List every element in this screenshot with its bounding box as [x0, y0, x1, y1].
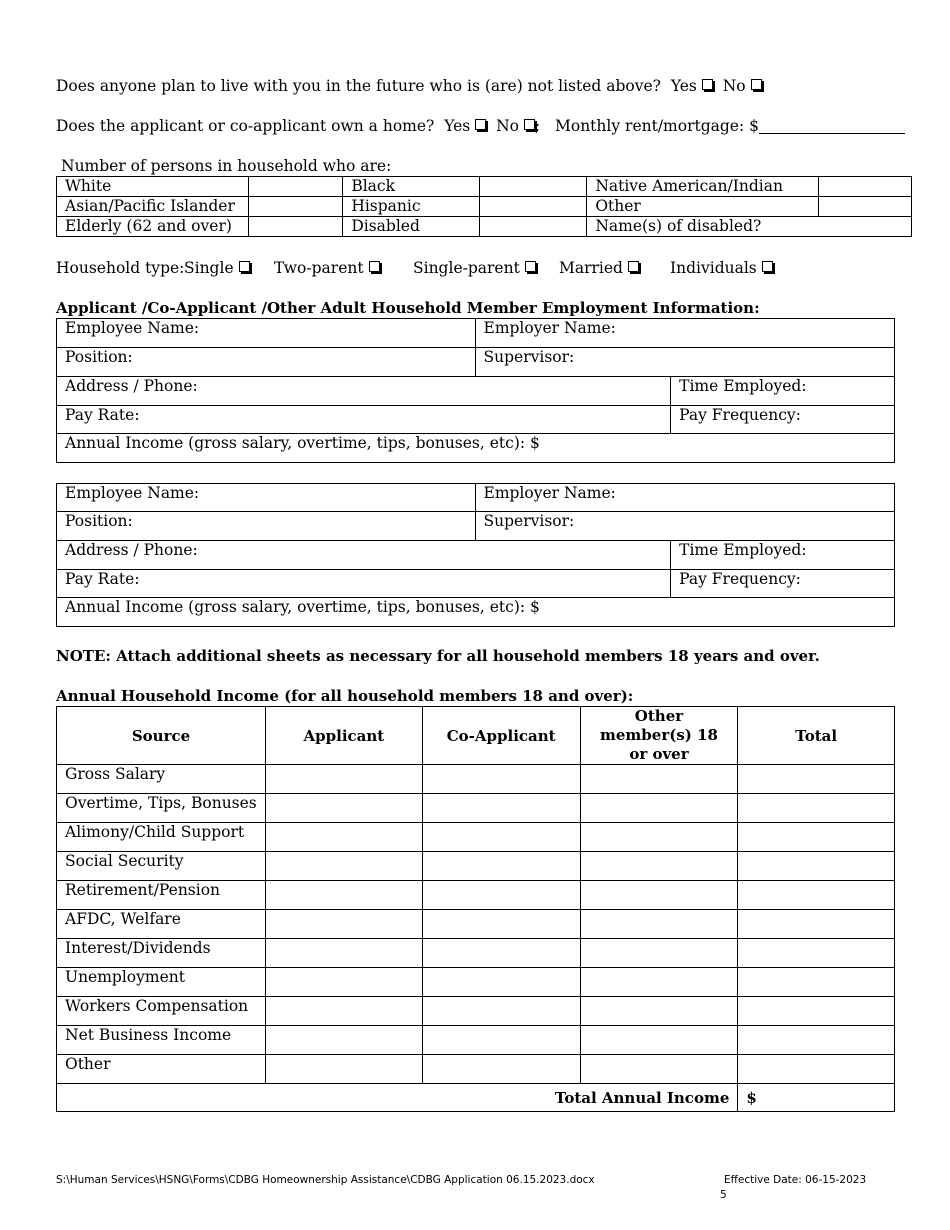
income-source-label: AFDC, Welfare	[57, 910, 266, 939]
household-type-single: Single	[184, 259, 250, 277]
supervisor-field[interactable]: Supervisor:	[475, 348, 895, 377]
household-type-married: Married	[559, 259, 639, 277]
income-applicant-cell[interactable]	[265, 1026, 422, 1055]
table-row	[57, 939, 895, 968]
table-row	[57, 484, 895, 512]
total-annual-income-field[interactable]: $	[738, 1084, 895, 1112]
income-total-cell[interactable]	[738, 1026, 895, 1055]
income-co-applicant-cell[interactable]	[422, 852, 580, 881]
income-source-label: Workers Compensation	[57, 997, 266, 1026]
income-other-member-cell[interactable]	[580, 939, 738, 968]
income-total-cell[interactable]	[738, 765, 895, 794]
own-home-question: Does the applicant or co-applicant own a home? Yes No ; Monthly rent/mortgage: $	[56, 117, 905, 135]
table-row	[57, 377, 895, 406]
income-total-cell[interactable]	[738, 939, 895, 968]
total-row	[57, 1084, 895, 1112]
white-count[interactable]	[248, 177, 343, 197]
income-applicant-cell[interactable]	[265, 794, 422, 823]
income-total-cell[interactable]	[738, 881, 895, 910]
time-employed-field[interactable]: Time Employed:	[671, 541, 895, 570]
supervisor-field[interactable]: Supervisor:	[475, 512, 895, 541]
position-field[interactable]: Position:	[57, 512, 476, 541]
income-co-applicant-cell[interactable]	[422, 1026, 580, 1055]
black-count[interactable]	[480, 177, 587, 197]
income-applicant-cell[interactable]	[265, 939, 422, 968]
income-co-applicant-cell[interactable]	[422, 968, 580, 997]
footer-effective-date: Effective Date: 06-15-2023	[724, 1174, 867, 1186]
employee-name-field[interactable]: Employee Name:	[57, 484, 476, 512]
income-total-cell[interactable]	[738, 823, 895, 852]
total-annual-income-label: Total Annual Income	[57, 1084, 738, 1112]
employment-table-1	[56, 318, 895, 463]
annual-income-field[interactable]: Annual Income (gross salary, overtime, tips, bonuses, etc): $	[57, 598, 895, 627]
table-row	[57, 434, 895, 463]
income-applicant-cell[interactable]	[265, 765, 422, 794]
income-co-applicant-cell[interactable]	[422, 997, 580, 1026]
income-co-applicant-cell[interactable]	[422, 881, 580, 910]
income-other-member-cell[interactable]	[580, 765, 738, 794]
household-type-single-parent: Single-parent	[413, 259, 536, 277]
income-applicant-cell[interactable]	[265, 997, 422, 1026]
table-row	[57, 1026, 895, 1055]
pay-frequency-field[interactable]: Pay Frequency:	[671, 570, 895, 598]
income-source-label: Overtime, Tips, Bonuses	[57, 794, 266, 823]
future-yes-checkbox[interactable]	[702, 79, 713, 90]
pay-rate-field[interactable]: Pay Rate:	[57, 570, 671, 598]
income-applicant-cell[interactable]	[265, 881, 422, 910]
table-row: White Black Native American/Indian	[57, 177, 912, 197]
table-row	[57, 997, 895, 1026]
single-checkbox[interactable]	[239, 261, 250, 272]
income-total-cell[interactable]	[738, 997, 895, 1026]
income-applicant-cell[interactable]	[265, 852, 422, 881]
future-no-checkbox[interactable]	[751, 79, 762, 90]
income-other-member-cell[interactable]	[580, 881, 738, 910]
income-applicant-cell[interactable]	[265, 910, 422, 939]
table-row: Asian/Pacific Islander Hispanic Other	[57, 197, 912, 217]
income-total-cell[interactable]	[738, 910, 895, 939]
own-home-yes-checkbox[interactable]	[475, 119, 486, 130]
future-residents-question: Does anyone plan to live with you in the future who is (are) not listed above? Yes No	[56, 77, 762, 95]
hispanic-count[interactable]	[480, 197, 587, 217]
income-other-member-cell[interactable]	[580, 852, 738, 881]
household-type-label: Household type:	[56, 259, 185, 277]
employer-name-field[interactable]: Employer Name:	[475, 484, 895, 512]
table-row	[57, 570, 895, 598]
native-american-count[interactable]	[819, 177, 912, 197]
income-total-cell[interactable]	[738, 968, 895, 997]
employment-table-2	[56, 483, 895, 627]
income-table	[56, 706, 895, 1112]
income-co-applicant-cell[interactable]	[422, 1055, 580, 1084]
income-other-member-cell[interactable]	[580, 1026, 738, 1055]
elderly-count[interactable]	[248, 217, 343, 237]
married-checkbox[interactable]	[628, 261, 639, 272]
table-row	[57, 765, 895, 794]
monthly-rent-field[interactable]	[759, 119, 905, 134]
note-text: NOTE: Attach additional sheets as necessary for all household members 18 years and over.	[56, 647, 820, 665]
income-source-label: Other	[57, 1055, 266, 1084]
table-header-row: Source Applicant Co-Applicant Other member(s) 18 or over Total	[57, 707, 895, 765]
income-source-label: Interest/Dividends	[57, 939, 266, 968]
income-co-applicant-cell[interactable]	[422, 910, 580, 939]
own-home-no-checkbox[interactable]	[524, 119, 535, 130]
pay-frequency-field[interactable]: Pay Frequency:	[671, 406, 895, 434]
income-source-label: Gross Salary	[57, 765, 266, 794]
address-phone-field[interactable]: Address / Phone:	[57, 377, 671, 406]
income-other-member-cell[interactable]	[580, 968, 738, 997]
table-row	[57, 348, 895, 377]
household-title: Number of persons in household who are:	[61, 157, 392, 175]
table-row	[57, 406, 895, 434]
employment-heading: Applicant /Co-Applicant /Other Adult Household Member Employment Information:	[56, 299, 760, 317]
income-other-member-cell[interactable]	[580, 1055, 738, 1084]
household-type-two-parent: Two-parent	[274, 259, 380, 277]
table-row	[57, 794, 895, 823]
address-phone-field[interactable]: Address / Phone:	[57, 541, 671, 570]
table-row	[57, 598, 895, 627]
income-other-member-cell[interactable]	[580, 794, 738, 823]
household-type-individuals: Individuals	[670, 259, 773, 277]
two-parent-checkbox[interactable]	[369, 261, 380, 272]
table-row	[57, 881, 895, 910]
income-other-member-cell[interactable]	[580, 997, 738, 1026]
household-table	[56, 176, 912, 237]
income-source-label: Alimony/Child Support	[57, 823, 266, 852]
footer-path: S:\Human Services\HSNG\Forms\CDBG Homeownership Assistance\CDBG Application 06.15.2023.docx	[56, 1174, 595, 1186]
time-employed-field[interactable]: Time Employed:	[671, 377, 895, 406]
table-row	[57, 1055, 895, 1084]
income-heading: Annual Household Income (for all household members 18 and over):	[56, 687, 634, 705]
disabled-count[interactable]	[480, 217, 587, 237]
income-source-label: Unemployment	[57, 968, 266, 997]
income-total-cell[interactable]	[738, 794, 895, 823]
income-total-cell[interactable]	[738, 1055, 895, 1084]
income-source-label: Social Security	[57, 852, 266, 881]
income-applicant-cell[interactable]	[265, 823, 422, 852]
position-field[interactable]: Position:	[57, 348, 476, 377]
income-co-applicant-cell[interactable]	[422, 823, 580, 852]
income-total-cell[interactable]	[738, 852, 895, 881]
other-count[interactable]	[819, 197, 912, 217]
annual-income-field[interactable]: Annual Income (gross salary, overtime, tips, bonuses, etc): $	[57, 434, 895, 463]
table-row	[57, 512, 895, 541]
income-co-applicant-cell[interactable]	[422, 939, 580, 968]
table-row: Elderly (62 and over) Disabled Name(s) of disabled?	[57, 217, 912, 237]
employee-name-field[interactable]: Employee Name:	[57, 319, 476, 348]
asian-count[interactable]	[248, 197, 343, 217]
income-co-applicant-cell[interactable]	[422, 765, 580, 794]
income-other-member-cell[interactable]	[580, 910, 738, 939]
page-number: 5	[720, 1189, 727, 1201]
income-source-label: Retirement/Pension	[57, 881, 266, 910]
table-row	[57, 968, 895, 997]
income-other-member-cell[interactable]	[580, 823, 738, 852]
pay-rate-field[interactable]: Pay Rate:	[57, 406, 671, 434]
table-row	[57, 319, 895, 348]
table-row	[57, 541, 895, 570]
employer-name-field[interactable]: Employer Name:	[475, 319, 895, 348]
individuals-checkbox[interactable]	[762, 261, 773, 272]
income-applicant-cell[interactable]	[265, 968, 422, 997]
income-source-label: Net Business Income	[57, 1026, 266, 1055]
table-row	[57, 823, 895, 852]
income-applicant-cell[interactable]	[265, 1055, 422, 1084]
table-row	[57, 910, 895, 939]
income-co-applicant-cell[interactable]	[422, 794, 580, 823]
table-row	[57, 852, 895, 881]
single-parent-checkbox[interactable]	[525, 261, 536, 272]
